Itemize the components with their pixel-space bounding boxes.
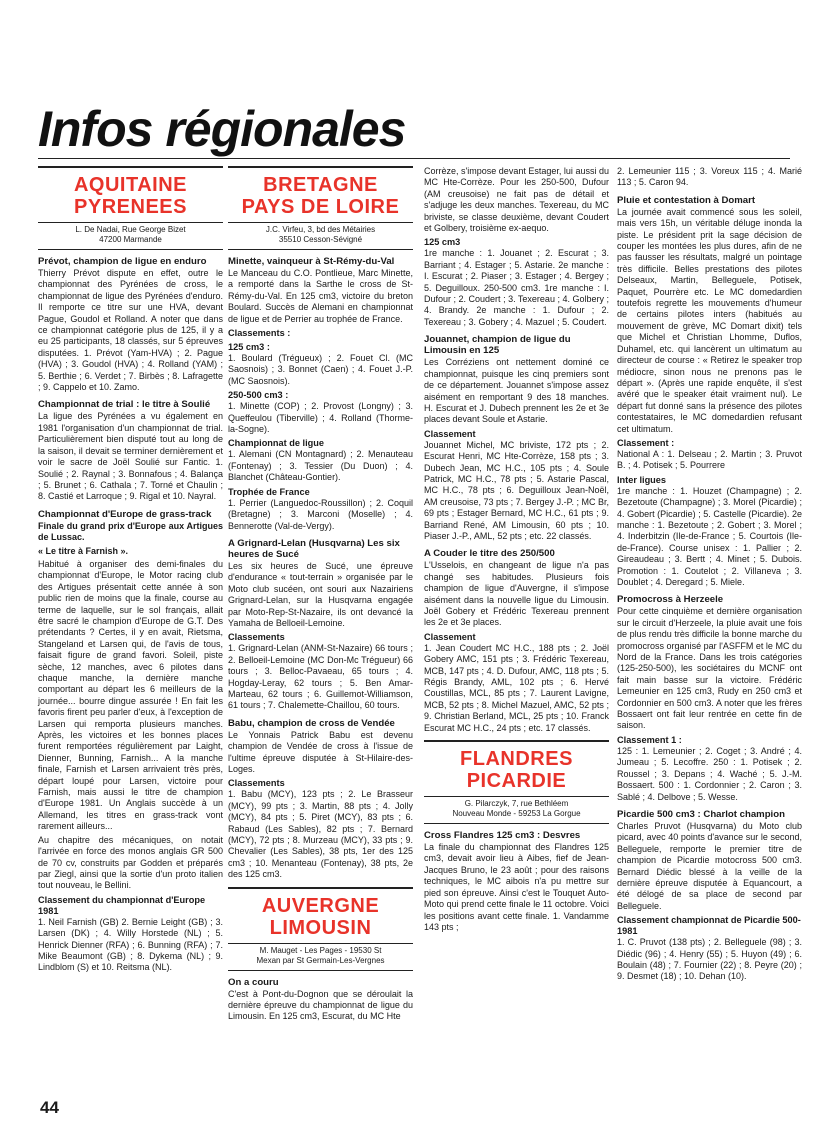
region-name-line1: BRETAGNE xyxy=(263,174,378,196)
article-text: Corrèze, s'impose devant Estager, lui aussi du MC Hte-Corrèze. Pour les 250-500, Dufour (AM creusoise) ne fait pas de détail et s'adjuge les deux manches. Texereau, du MC briviste, se classe deuxième, devant Coudert et Golbery, troisième ex-aequo. xyxy=(424,166,609,234)
region-contact xyxy=(424,799,609,824)
region-name-line2: LIMOUSIN xyxy=(269,916,372,939)
article-subheading: Classement : xyxy=(617,437,675,448)
article-text: 1. Boulard (Trégueux) ; 2. Fouet Cl. (MC Saosnois) ; 3. Bonnet (Caen) ; 4. Fouet J.-P. (MC Saosnois). xyxy=(228,353,413,386)
region-name-line1: AUVERGNE xyxy=(261,894,380,917)
article-subheading: 250-500 cm3 : xyxy=(228,390,289,401)
article-text: Charles Pruvot (Husqvarna) du Moto club picard, avec 40 points d'avance sur le second, Belleguele, remporte le premier titre de champion de Picardie motocross 500 cm3. Bernard Diédic blessé à la veille de la dernière épreuve disputée à Equancourt, a été délogé de sa place de second par Belleguele. xyxy=(617,820,802,911)
article-heading: Minette, vainqueur à St-Rémy-du-Val xyxy=(228,256,395,267)
page-title: Infos régionales xyxy=(38,101,406,157)
article-subheading: Classement championnat de Picardie 500-1981 xyxy=(617,915,801,937)
contact-line: 47200 Marmande xyxy=(99,235,162,244)
column-limousin xyxy=(424,166,609,935)
contact-line: M. Mauget - Les Pages - 19530 St xyxy=(259,945,382,955)
article-text: 1re manche : 1. Houzet (Champagne) ; 2. Bezetoute (Champagne) ; 3. Morel (Picardie) ; 4. Gobert (Picardie) ; 5. Castelle (Picardie). 2e manche : 1. Bezetoute ; 2. Gobert ; 3. Morel ; 4. Inderbitzin (Ile-de-France ; 5. Courtois (Ile-de-France). Course unisex : 1. Pallier ; 2. Gireaudeau ; 3. Bertt ; 4. Minet ; 5. Dubois. Promotion : 1. Coutelot ; 2. Villaneva ; 3. Doublet ; 4. Deregard ; 5. Miele. xyxy=(617,485,802,587)
article-text: La ligue des Pyrénées a vu également en 1981 l'organisation d'un championnat de trial. Particulièrement bien disputé tout au long de la saison, il devait se terminer dernièrement et voir le sacre de Joël Soulié sur Fantic. 1. Soulié ; 2. Raynal ; 3. Bonnafous ; 4. Balança ; 5. Brunet ; 6. Cathala ; 7. Torné et Chaulin ; 8. Castié et Larroque ; 9. Rigal et 10. Nayral. xyxy=(38,411,223,502)
article-subheading: Inter ligues xyxy=(617,474,667,485)
article-text: 125 : 1. Lemeunier ; 2. Coget ; 3. André ; 4. Jumeau ; 5. Lecoffre. 250 : 1. Potisek ; 2. Roussel ; 3. Depans ; 4. Waché ; 5. J.-M. Bossaert. 500 : 1. Cordonnier ; 2. Caron ; 3. Sablé ; 4. Delbove ; 5. Wesse. xyxy=(617,745,802,802)
article-subheading: Finale du grand prix d'Europe aux Artigues de Lussac. xyxy=(38,520,223,543)
region-name-line1: FLANDRES xyxy=(460,748,573,771)
contact-line: Nouveau Monde - 59253 La Gorgue xyxy=(452,809,581,819)
article-text: 1. Perrier (Languedoc-Roussillon) ; 2. Coquil (Bretagne) ; 3. Marconi (Moselle) ; 4. Bennerotte (Val-de-Vergy). xyxy=(228,497,413,531)
article-text: Le Manceau du C.O. Pontlieue, Marc Minette, a remporté dans la Sarthe le cross de St-Rémy-du-Val. En 125 cm3, victoire du breton Boulard. Succès de Alemani en championnat de ligue et de Perrier au trophée de France. xyxy=(228,268,413,324)
article-subheading: 125 cm3 xyxy=(424,237,461,248)
region-name-line2: PAYS DE LOIRE xyxy=(241,196,400,218)
region-contact xyxy=(228,946,413,971)
article-heading: Prévot, champion de ligue en enduro xyxy=(38,256,207,267)
article-text: 1. C. Pruvot (138 pts) ; 2. Belleguele (98) ; 3. Diédic (96) ; 4. Henry (55) ; 5. Huyon (49) ; 6. Boulain (48) ; 7. Fournier (22) ; 8. Peyre (20) ; 9. Desmet (18) ; 10. Dehan (10). xyxy=(617,937,802,982)
article-text: 1. Babu (MCY), 123 pts ; 2. Le Brasseur (MCY), 99 pts ; 3. Martin, 88 pts ; 4. Jolly (MCY), 84 pts ; 5. Piret (MCY), 83 pts ; 6. Rabaud (Les Sables), 82 pts ; 7. Bernard (MCY), 72 pts ; 8. Murzeau (MCY), 33 pts ; 9. Chevalier (Les Sables), 38 pts, 1er des 125 cm3 ; 10. Menanteau (Fontenay), 38 pts, 2e des 125 cm3. xyxy=(228,789,413,880)
article-text: 1. Jean Coudert MC H.C., 188 pts ; 2. Joël Gobery AMC, 151 pts ; 3. Frédéric Texereau, MCB, 147 pts ; 4. D. Dufour, AMC, 118 pts ; 5. Régis Brandy, AML, 102 pts ; 6. Hervé Coustillas, MCL, 85 pts ; 7. Laurent Lavigne, MCB, 52 pts ; 8. Michel Mazuel, AMC, 52 pts ; 9. Christian Berland, MCL, 25 pts ; 10. Franck Escurat MC H.C., 24 pts ; etc. 17 classés. xyxy=(424,642,609,733)
region-header-auvergne xyxy=(228,887,413,944)
column-picardie xyxy=(617,166,802,985)
region-name-line1: AQUITAINE xyxy=(73,174,187,196)
article-heading: Championnat d'Europe de grass-track xyxy=(38,508,212,520)
article-text: 1. Neil Farnish (GB) 2. Bernie Leight (GB) ; 3. Larsen (DK) ; 4. Willy Horstede (NL) ; 5. Henrick Dienner (RFA) ; 6. Bunning (RFA) ; 7. Mike Beaumont (GB) ; 8. Dykema (NL) ; 9. Lindblom (S) et 10. Reitsma (NL). xyxy=(38,916,223,973)
region-name-line2: PYRENEES xyxy=(74,196,187,218)
article-subheading: Championnat de ligue xyxy=(228,438,324,449)
article-subheading: « Le titre à Farnish ». xyxy=(38,545,129,556)
contact-line: Mexan par St Germain-Les-Vergnes xyxy=(256,955,385,965)
article-text: 1re manche : 1. Jouanet ; 2. Escurat ; 3. Barriant ; 4. Estager ; 5. Astarie. 2e manche : I. Escurat ; 2. Piaser ; 3. Estager ; 4. Bergey ; 5. Deguilloux. 250-500 cm3. 1re manche : I. Dufour ; 2. Coudert ; 3. Texereau ; 4. Golbery ; 4. Brandy. 2e manche : 1. Dufour ; 2. Texereau ; 3. Gobery ; 4. Mazuel ; 5. Coudert. xyxy=(424,248,609,327)
article-heading: Classement du championnat d'Europe 1981 xyxy=(38,894,206,916)
column-bretagne xyxy=(228,166,413,1025)
article-text: 1. Grignard-Lelan (ANM-St-Nazaire) 66 tours ; 2. Belloeil-Lemoine (MC Don-Mc Trégueur) 66 tours ; 3. Belloc-Pavaeau, 65 tours ; 4. Hogday-Leray, 62 tours ; 5. Ben Amar-Marteau, 62 tours ; 6. Guillemot-Williamson, 61 tours ; 7. Chalemette-Chaillou, 60 tours. xyxy=(228,643,413,711)
article-subheading: Trophée de France xyxy=(228,486,310,497)
region-header-aquitaine xyxy=(38,166,223,223)
article-text: Habitué à organiser des demi-finales du championnat d'Europe, le Motor racing club des Artigues présentait cette année à son public rien de moins que la finale, course au terme de laquelle, sur le sol français, allait être sacré le champion d'Europe de G.T. Des prétendants ? Certes, il y en avait, Rietsma, Stangeland et Larsen qui, de l'avis de tous, faisait figure de grand favori. Soleil, piste sèche, 12 manches, avec 6 pilotes dans chaque manche, la dernière manche comportant au départ les 6 meilleurs de la journée... bourre dingue assurée ! En fait les favoris firent peu parler d'eux, à l'exception de Larsen qui remporta plusieurs manches. Après, les victoires et les bonnes places furent remportées régulièrement par Laight, Dienner, Bunning, Farnish... A la manche finale, Farnish et Larsen arrivaient très près, départ loupé pour Larsen, victoire pour Farnish, mais aussi le titre de champion d'Europe 1981. Un Anglais succède à un Allemand, les titres en grass-track vont rarement ailleurs... xyxy=(38,558,223,832)
article-heading: Babu, champion de cross de Vendée xyxy=(228,717,395,729)
article-heading: Pluie et contestation à Domart xyxy=(617,194,756,206)
article-text: 2. Lemeunier 115 ; 3. Voreux 115 ; 4. Marié 113 ; 5. Caron 94. xyxy=(617,166,802,188)
article-heading: On a couru xyxy=(228,976,279,988)
article-text: Les Corréziens ont nettement dominé ce championnat, puisque les cinq premiers sont de ce département. Jouannet s'impose assez aisément en remportant 9 des 18 manches. H. Escurat et J. Dubech prennent les 2e et 3e places devant Soule et Astarie. xyxy=(424,357,609,425)
article-subheading: Classement 1 : xyxy=(617,734,682,745)
article-text: Thierry Prévot dispute en effet, outre le championnat des Pyrénées de cross, le championnat de ligue des Pyrénées d'enduro. Il remporte ce titre sur une HVA, devant Pague, Goudol et Rolland. A noter que dans ce championnat catégorie plus de 125, il y a eu 25 participants, 18 classés, sur 5 épreuves disputées. 1. Prévot (Yam-HVA) ; 2. Pague (HVA) ; 3. Goudol (HVA) ; 4. Rolland (YAM) ; 5. Berthie ; 6. Verdet ; 7. Birbès ; 8. Lafragette ; 9. Cappelo et 10. Zamo. xyxy=(38,268,223,393)
column-aquitaine xyxy=(38,166,223,976)
region-contact xyxy=(38,225,223,250)
region-header-flandres xyxy=(424,740,609,797)
article-heading: A Couder le titre des 250/500 xyxy=(424,548,555,560)
article-text: C'est à Pont-du-Dognon que se déroulait la dernière épreuve du championnat de ligue du Limousin. En 125 cm3, Escurat, du MC Hte xyxy=(228,988,413,1022)
region-contact xyxy=(228,225,413,250)
contact-line: 35510 Cesson-Sévigné xyxy=(278,235,363,244)
page-number: 44 xyxy=(40,1098,59,1117)
title-rule xyxy=(38,158,790,159)
article-text: 1. Alemani (CN Montagnard) ; 2. Menauteau (Fontenay) ; 3. Tessier (Du Duon) ; 4. Blanchet (Château-Gontier). xyxy=(228,449,413,483)
article-subheading: 125 cm3 : xyxy=(228,342,270,353)
article-subheading: Classement xyxy=(424,428,476,439)
article-subheading: Classement xyxy=(424,631,476,642)
article-text: Pour cette cinquième et dernière organisation sur le circuit d'Herzeele, la pluie avait une fois de plus rendu très difficile la bonne marche du promocross organisé par l'ASFFM et le MC du Nord de la France. Dans les trois catégories (125-250-500), les sociétaires du MCNF ont fait main basse sur la victoire. Frédéric Lemeunier en 125 cm3, Rudy en 250 cm3 et Cordonnier en 500 cm3. A noter que les frères Bossaert ont fait leur rentrée en cette fin de saison. xyxy=(617,606,802,731)
contact-line: L. De Nadai, Rue George Bizet xyxy=(75,225,186,234)
article-text: Le Yonnais Patrick Babu est devenu champion de Vendée de cross à l'issue de l'ultime épreuve disputée à St-Hilaire-des-Loges. xyxy=(228,729,413,774)
article-subheading: Classements xyxy=(228,778,285,789)
region-name-line2: PICARDIE xyxy=(466,770,567,793)
article-heading: Championnat de trial : le titre à Soulié xyxy=(38,399,211,411)
article-heading: Promocross à Herzeele xyxy=(617,594,724,606)
article-text: L'Usselois, en changeant de ligue n'a pas changé ses habitudes. Plusieurs fois champion de ligue d'Auvergne, il s'impose aisément dans la nouvelle ligue du Limousin. Joël Gobery et Frédéric Texereau prennent les 2e et 3e places. xyxy=(424,560,609,628)
article-heading: A Grignard-Lelan (Husqvarna) Les six heures de Sucé xyxy=(228,537,400,560)
article-text: La journée avait commencé sous les soleil, mais vers 15h, un véritable déluge inonda la piste. Le président prit la sage décision de couper les montées les plus dures, afin de ne pas fausser les résultats, malgré un pointage très difficile. Belles prestations des pilotes Delseaux, Martin, Belleguele, Potisek, Paquet, Pourrère etc. Le MC domedardien toutefois regrette les mouvements d'humeur de certains pilotes inters (habitués au mouvement de grève, MC Domart dixit) tels que Michel et Christian Lhomme, Duflos, Duhamel, etc. qui lancèrent un ultimatum au directeur de course : « Retirez le speaker trop médiocre, sinon nous ne prenons pas le départ ». (Après une rapide enquête, il s'est avéré que le speaker était vraiment nul). Le départ fut donné sans la présence des pilotes contestataires, le MC domedardien refusant cet ultimatum. xyxy=(617,206,802,434)
article-subheading: Classements : xyxy=(228,328,291,339)
article-heading: Picardie 500 cm3 : Charlot champion xyxy=(617,808,785,820)
article-text: La finale du championnat des Flandres 125 cm3, devait avoir lieu à Aibes, fief de Jean-Jacques Bruno, le 23 août ; pour des raisons techniques, le MC aibois n'a pu mettre sur pied son épreuve. Ainsi c'est le Touquet Auto-Moto qui prend cette finale le 11 octobre. Voici les positions avant cette finale. 1. Vandamme 143 pts ; xyxy=(424,842,609,932)
article-text: Les six heures de Sucé, une épreuve d'endurance « tout-terrain » organisée par le Moto club sucéen, ont souri aux Nazairiens Grignard-Lelan, sur la Husqvarna engagée par Moto-Rep-St-Nazaire, ils ont devancé la Yamaha de Belloeil-Lemoine. xyxy=(228,560,413,628)
article-text: 1. Minette (COP) ; 2. Provost (Longny) ; 3. Queffeulou (Tiberville) ; 4. Rolland (Thorme-la-Sogne). xyxy=(228,401,413,435)
contact-line: G. Pilarczyk, 7, rue Bethléem xyxy=(464,799,569,809)
article-heading: Cross Flandres 125 cm3 : Desvres xyxy=(424,830,581,842)
article-text: Jouannet Michel, MC briviste, 172 pts ; 2. Escurat Henri, MC Hte-Corrèze, 158 pts ; 3. Dubech Jean, MC H.C., 105 pts ; 4. Soule Patrick, MC H.C., 78 pts ; 5. Astarie Pascal, MC H.C., 78 pts ; 6. Deguilloux Jean-Noël, AM creusoise, 73 pts ; 7. Bergey J.-P. ; MC Br, 69 pts ; Estager Bernard, MC H.C., 61 pts ; 9. Barriand René, AM Limousin, 60 pts ; 10. Piaser J.-P., AML, 52 pts ; etc. 22 classés. xyxy=(424,439,609,541)
article-subheading: Classements xyxy=(228,632,285,643)
article-heading: Jouannet, champion de ligue du Limousin en 125 xyxy=(424,334,571,357)
contact-line: J.C. Virfeu, 3, bd des Métairies xyxy=(265,225,376,234)
article-text: National A : 1. Delseau ; 2. Martin ; 3. Pruvot B. ; 4. Potisek ; 5. Pourrere xyxy=(617,448,802,471)
region-header-bretagne xyxy=(228,166,413,223)
article-text: Au chapitre des mécaniques, on notait l'arrivée en force des monos anglais GR 500 de 70 cv, construits par Godden et préparés par Ziegl, ainsi que la sortie d'un proto italien tout nouveau, le Bellini. xyxy=(38,834,223,891)
